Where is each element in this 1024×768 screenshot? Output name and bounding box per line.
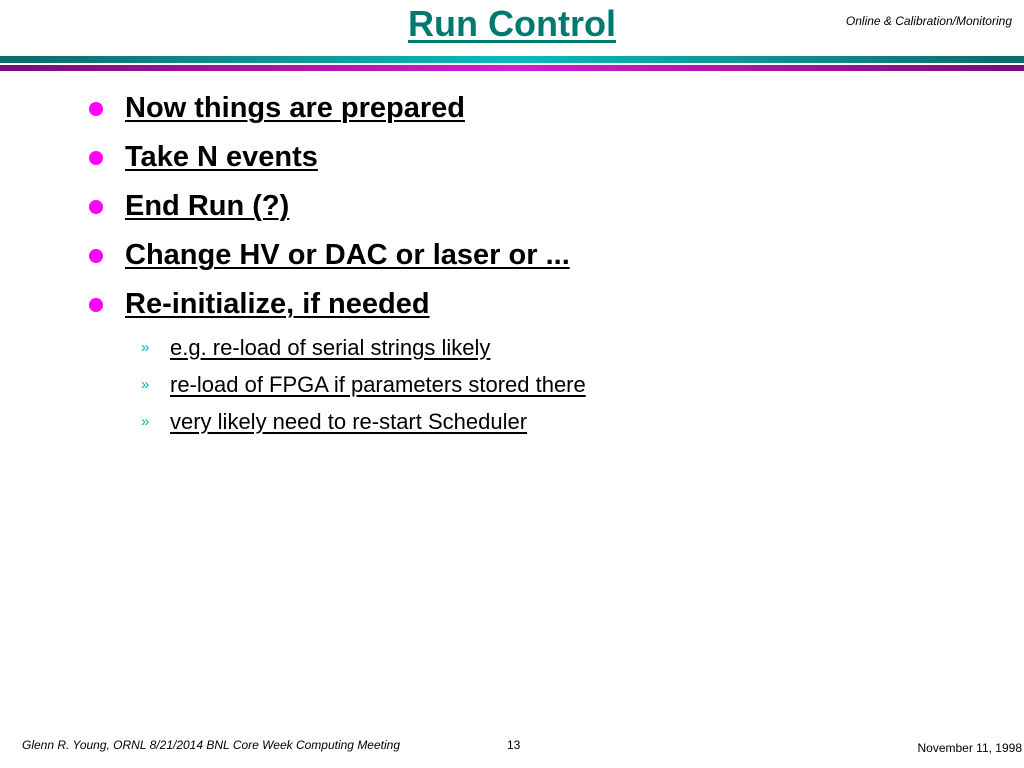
bullet-item (86, 84, 986, 133)
bullet-text: End Run (?) (125, 190, 290, 222)
footer-author: Glenn R. Young, ORNL 8/21/2014 BNL Core Week Computing Meeting (22, 738, 401, 752)
bullet-dot-icon (89, 249, 103, 263)
bullet-text: Now things are prepared (125, 92, 466, 124)
bullet-dot-icon (89, 200, 103, 214)
chevron-right-icon: » (141, 413, 150, 430)
bullet-text: Take N events (125, 141, 318, 173)
page-number: 13 (507, 738, 521, 752)
bullet-item (86, 280, 986, 329)
bullet-dot-icon (89, 151, 103, 165)
sub-bullet-item (141, 403, 986, 440)
sub-bullet-text: re-load of FPGA if parameters stored there (170, 371, 586, 397)
sub-bullet-text: very likely need to re-start Scheduler (170, 408, 528, 434)
magenta-band (0, 65, 1024, 71)
slide-title: Run Control (408, 3, 616, 44)
section-label: Online & Calibration/Monitoring (845, 14, 1012, 28)
bullet-item (86, 182, 986, 231)
bullet-item (86, 231, 986, 280)
footer-date: November 11, 1998 (917, 741, 1022, 755)
sub-bullet-item (141, 329, 986, 366)
sub-bullet-text: e.g. re-load of serial strings likely (170, 334, 491, 360)
bullet-text: Re-initialize, if needed (125, 288, 430, 320)
teal-band (0, 56, 1024, 63)
bullet-dot-icon (89, 298, 103, 312)
bullet-item (86, 133, 986, 182)
chevron-right-icon: » (141, 339, 150, 356)
sub-bullet-item (141, 366, 986, 403)
bullet-dot-icon (89, 102, 103, 116)
header-divider (0, 56, 1024, 71)
bullet-list (86, 84, 986, 440)
chevron-right-icon: » (141, 376, 150, 393)
bullet-text: Change HV or DAC or laser or ... (125, 239, 570, 271)
